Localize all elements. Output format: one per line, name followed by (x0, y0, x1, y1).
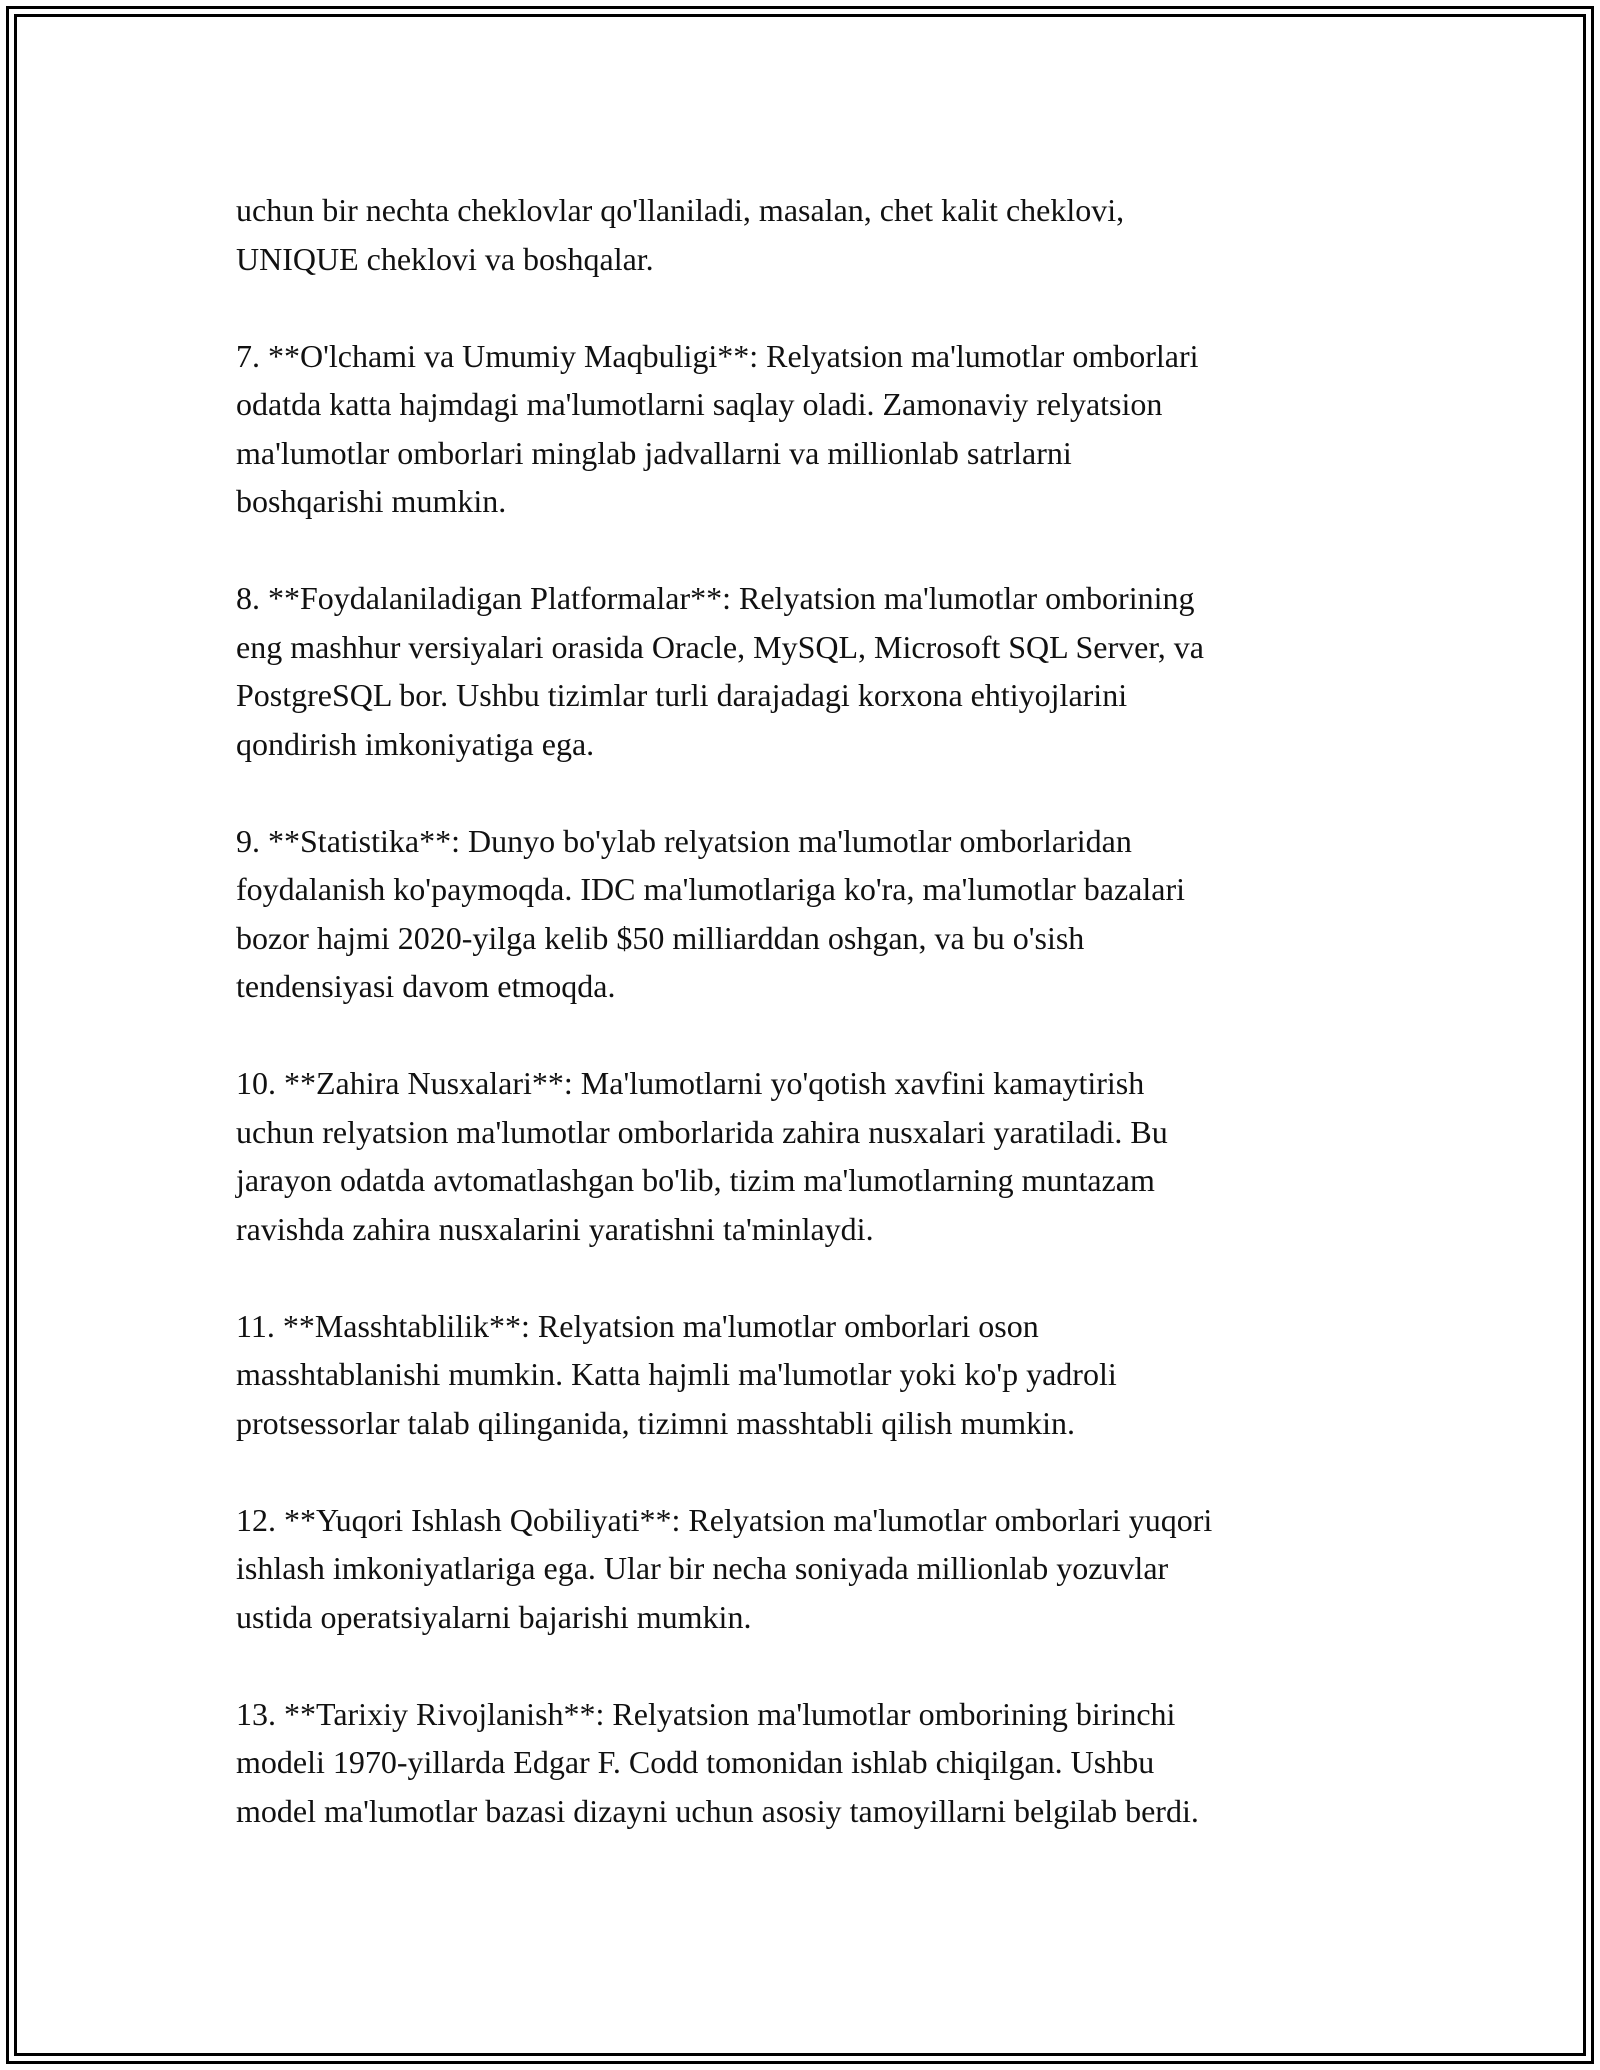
text-line: PostgreSQL bor. Ushbu tizimlar turli darajadagi korxona ehtiyojlarini (236, 677, 1128, 713)
paragraph-constraints-continuation (236, 186, 1396, 283)
text-line: protsessorlar talab qilinganida, tizimni masshtabli qilish mumkin. (236, 1404, 1075, 1441)
text-line: ustida operatsiyalarni bajarishi mumkin. (236, 1598, 752, 1635)
text-line: 7. **O'lchami va Umumiy Maqbuligi**: Relyatsion ma'lumotlar omborlari (236, 337, 1199, 374)
text-line: odatda katta hajmdagi ma'lumotlarni saqlay oladi. Zamonaviy relyatsion (236, 386, 1163, 422)
text-line: masshtablanishi mumkin. Katta hajmli ma'lumotlar yoki ko'p yadroli (236, 1356, 1117, 1392)
paragraph-item-13 (236, 1690, 1396, 1836)
text-line: 9. **Statistika**: Dunyo bo'ylab relyatsion ma'lumotlar omborlaridan (236, 822, 1132, 859)
text-line: 10. **Zahira Nusxalari**: Ma'lumotlarni yo'qotish xavfini kamaytirish (236, 1065, 1145, 1101)
text-line: boshqarishi mumkin. (236, 483, 507, 519)
text-line: uchun bir nechta cheklovlar qo'llaniladi, masalan, chet kalit cheklovi, (236, 192, 1125, 228)
text-line: model ma'lumotlar bazasi dizayni uchun asosiy tamoyillarni belgilab berdi. (236, 1792, 1199, 1829)
text-line: ravishda zahira nusxalarini yaratishni ta'minlaydi. (236, 1210, 874, 1247)
text-line: 12. **Yuqori Ishlash Qobiliyati**: Relyatsion ma'lumotlar omborlari yuqori (236, 1501, 1213, 1538)
text-line: ishlash imkoniyatlariga ega. Ular bir necha soniyada millionlab yozuvlar (236, 1550, 1169, 1586)
text-line: tendensiyasi davom etmoqda. (236, 968, 616, 1004)
text-line: uchun relyatsion ma'lumotlar omborlarida zahira nusxalari yaratiladi. Bu (236, 1113, 1168, 1150)
paragraph-item-8 (236, 574, 1396, 768)
text-line: ma'lumotlar omborlari minglab jadvallarni va millionlab satrlarni (236, 434, 1072, 471)
paragraph-item-11 (236, 1302, 1396, 1448)
paragraph-item-12 (236, 1496, 1396, 1642)
paragraph-item-9 (236, 817, 1396, 1011)
text-line: bozor hajmi 2020-yilga kelib $50 milliarddan oshgan, va bu o'sish (236, 919, 1085, 956)
text-line: 8. **Foydalaniladigan Platformalar**: Relyatsion ma'lumotlar omborining (236, 580, 1195, 616)
text-line: UNIQUE cheklovi va boshqalar. (236, 240, 654, 277)
paragraph-item-7 (236, 332, 1396, 526)
text-line: foydalanish ko'paymoqda. IDC ma'lumotlariga ko'ra, ma'lumotlar bazalari (236, 871, 1185, 907)
document-body (236, 186, 1396, 1884)
text-line: jarayon odatda avtomatlashgan bo'lib, tizim ma'lumotlarning muntazam (236, 1162, 1155, 1198)
text-line: qondirish imkoniyatiga ega. (236, 725, 595, 762)
paragraph-item-10 (236, 1059, 1396, 1253)
text-line: modeli 1970-yillarda Edgar F. Codd tomonidan ishlab chiqilgan. Ushbu (236, 1744, 1155, 1780)
text-line: 11. **Masshtablilik**: Relyatsion ma'lumotlar omborlari oson (236, 1307, 1039, 1344)
text-line: 13. **Tarixiy Rivojlanish**: Relyatsion ma'lumotlar omborining birinchi (236, 1695, 1176, 1732)
text-line: eng mashhur versiyalari orasida Oracle, MySQL, Microsoft SQL Server, va (236, 628, 1204, 665)
